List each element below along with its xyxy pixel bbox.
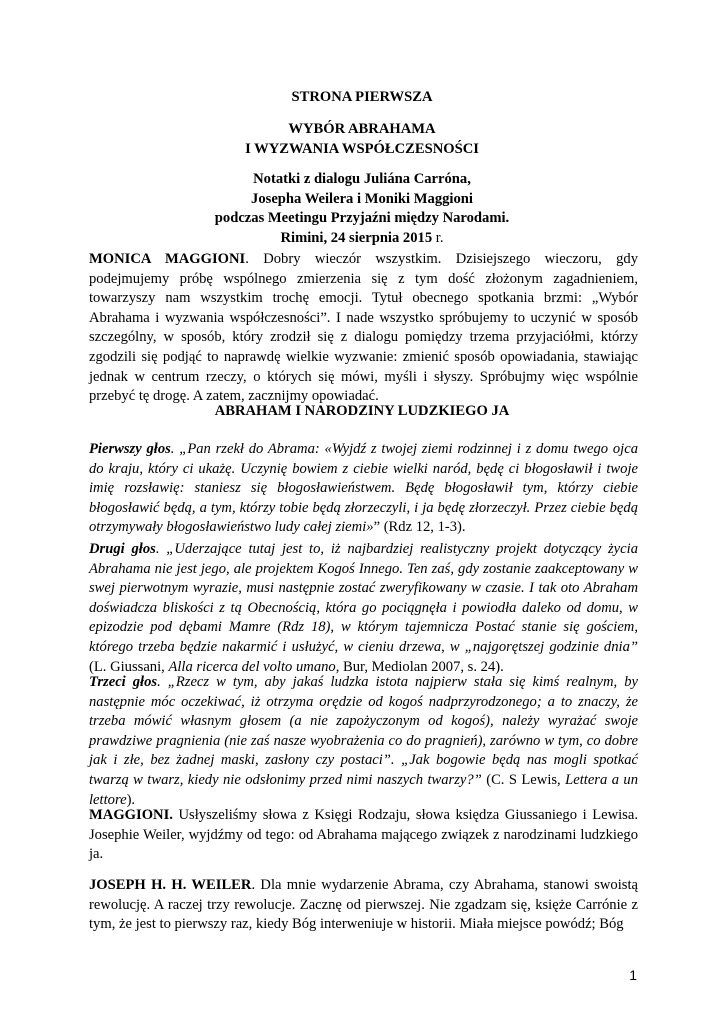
paragraph-weiler — [89, 876, 638, 935]
reference-suffix: ). — [126, 791, 136, 808]
notes-line-2: Josepha Weilera i Moniki Maggioni — [251, 190, 473, 207]
speaker-name: Trzeci głos — [89, 674, 158, 690]
document-title — [0, 120, 724, 159]
paragraph-maggioni-intro — [89, 250, 638, 407]
reference-title: Lettera a un lettore — [89, 771, 638, 808]
paragraph-text: Usłyszeliśmy słowa z Księgi Rodzaju, słowa księdza Giussaniego i Lewisa. Josephie Weiler, wyjdźmy od tego: od Abrahama mającego związek z narodzinami ludzkiego ja. — [89, 807, 638, 863]
paragraph-first-voice — [89, 440, 638, 538]
notes-line-3: podczas Meetingu Przyjaźni między Narodami. — [214, 210, 510, 227]
quote-text: . „Uderzające tutaj jest to, iż najbardziej realistyczny projekt dotyczący życia Abrahama nie jest jego, ale projektem Kogoś Innego. Ten zaś, gdy zostanie zaakceptowany w swej pierwotnym wyrazie, musi następnie zostać zweryfikowany w czasie. I tak oto Abraham doświadcza bliskości z tą Obecnością, która go pociągnęła i powiodła daleko od domu, w epizodzie pod dębami Mamre (Rdz 18), w którym tajemnicza Postać stanie się gościem, którego trzeba będzie nakarmić i usłużyć, w cieniu drzewa, w „najgorętszej godzinie dnia” — [89, 541, 638, 655]
page-number: 1 — [629, 967, 637, 983]
speaker-name: MAGGIONI. — [89, 807, 173, 823]
speaker-name: MONICA MAGGIONI — [89, 251, 246, 267]
reference-prefix: (L. Giussani, — [89, 658, 169, 675]
paragraph-maggioni-question — [89, 806, 638, 865]
speaker-name: JOSEPH H. H. WEILER — [89, 877, 252, 893]
section-heading: ABRAHAM I NARODZINY LUDZKIEGO JA — [214, 403, 510, 419]
event-notes — [0, 170, 724, 248]
quote-reference: ” (Rdz 12, 1-3). — [373, 519, 466, 536]
speaker-name: Drugi głos — [89, 541, 156, 557]
notes-line-4 — [0, 229, 724, 249]
notes-date: Rimini, 24 sierpnia 2015 — [280, 229, 433, 246]
reference-title: Alla ricerca del volto umano — [168, 658, 336, 675]
title-line-1: WYBÓR ABRAHAMA — [288, 121, 436, 137]
quote-text: . „Rzecz w tym, aby jakaś ludzka istota najpierw stała się kimś realnym, by następnie móc oczekiwać, iż otrzyma orędzie od kogoś nadprzyrodzonego; a to znaczy, że trzeba mówić własnym głosem (a nie zapożyczonym od kogoś), należy wyrażać swoje prawdziwe pragnienia (nie zaś nasze wyobrażenia co do pragnień), zarówno w tym, co dobre jak i złe, bez żadnej maski, zasłony czy postaci”. „Jak bogowie będą nas mogli spotkać twarzą w twarz, kiedy nie odsłonimy przed nimi naszych twarzy?” — [89, 674, 638, 788]
paragraph-third-voice — [89, 673, 638, 810]
paragraph-text: . Dobry wieczór wszystkim. Dzisiejszego wieczoru, gdy podejmujemy próbę wspólnego zmierzenia się z tym dość złożonym zagadnieniem, towarzyszy nam wszystkim trochę emocji. Tytuł obecnego spotkania brzmi: „Wybór Abrahama i wyzwania współczesności”. I nade wszystko spróbujemy to uczynić w sposób szczególny, w sposób, który zrodził się z dialogu pomiędzy trzema przyjaciółmi, którzy zgodzili się podjąć to naprawdę wielkie wyzwanie: zmienić sposób opowiadania, stawiając jednak w centrum rzeczy, o których się mówi, myśli i słyszy. Spróbujmy więc wspólnie przebyć tę drogę. A zatem, zacznijmy opowiadać. — [89, 251, 638, 405]
paragraph-second-voice — [89, 540, 638, 677]
title-line-2: I WYZWANIA WSPÓŁCZESNOŚCI — [245, 140, 479, 157]
paragraph-text: . Dla mnie wydarzenie Abrama, czy Abrahama, stanowi swoistą rewolucję. A raczej trzy rewolucje. Zacznę od pierwszej. Nie zgadzam się, księże Carrónie z tym, że jest to pierwszy raz, kiedy Bóg interweniuje w historii. Miała miejsce powódź; Bóg — [89, 877, 638, 933]
reference-prefix: (C. S Lewis, — [481, 771, 566, 788]
reference-suffix: , Bur, Mediolan 2007, s. 24). — [335, 658, 504, 675]
quote-text: . „Pan rzekł do Abrama: «Wyjdź z twojej ziemi rodzinnej i z domu twego ojca do kraju, który ci ukażę. Uczynię bowiem z ciebie wielki naród, będę ci błogosławił i twoje imię rozsławię: staniesz się błogosławieństwem. Będę błogosławił tym, którzy ciebie błogosławić będą, a tym, którzy tobie będą złorzeczyli, i ja będę złorzeczył. Przez ciebie będą otrzymywały błogosławieństwo ludy całej ziemi» — [89, 441, 638, 536]
page-kicker: STRONA PIERWSZA — [291, 89, 433, 105]
notes-line-1: Notatki z dialogu Juliána Carróna, — [253, 171, 471, 187]
notes-date-suffix: r. — [432, 229, 444, 246]
speaker-name: Pierwszy głos — [89, 441, 171, 457]
